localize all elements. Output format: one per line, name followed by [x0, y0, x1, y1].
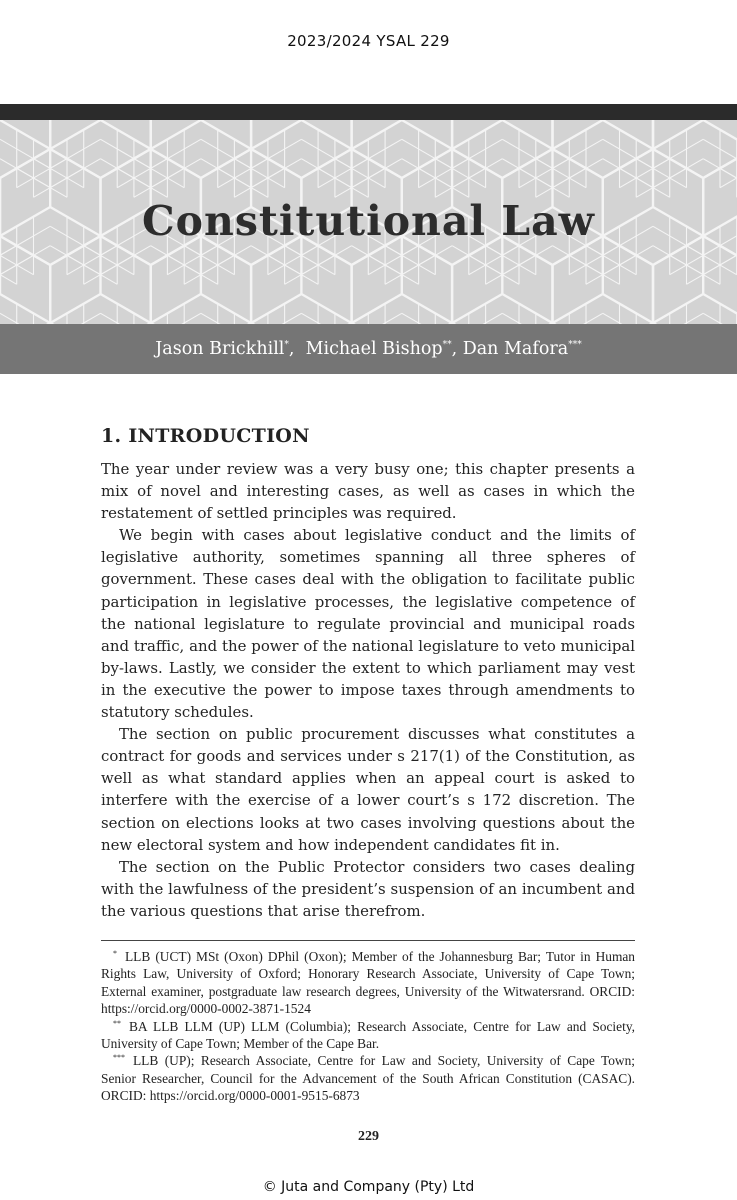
footnote-mark: **	[113, 1018, 121, 1028]
author-footnote-mark[interactable]: **	[442, 340, 452, 350]
footnote-mark: *	[113, 949, 117, 958]
author-footnote-mark[interactable]: ***	[568, 340, 582, 350]
chapter-title: Constitutional Law	[142, 197, 595, 245]
footnotes	[101, 948, 635, 1105]
copyright-notice: © Juta and Company (Pty) Ltd	[262, 1179, 475, 1195]
section-heading: 1. INTRODUCTION	[101, 425, 310, 447]
body-paragraph: We begin with cases about legislative conduct and the limits of legislative authority, sometimes spanning all three spheres of government. These cases deal with the obligation to facilitate public participation in legislative processes, the legislative competence of the national legislature to regulate provincial and municipal roads and traffic, and the power of the national legislature to veto municipal by-laws. Lastly, we consider the extent to which parliament may vest in the executive the power to impose taxes through amendments to statutory schedules.	[101, 526, 635, 722]
page-number: 229	[358, 1129, 379, 1144]
author-separator: ,	[288, 339, 306, 359]
running-head: 2023/2024 YSAL 229	[287, 32, 450, 50]
body-text	[101, 458, 635, 922]
footnote-text: BA LLB LLM (UP) LLM (Columbia); Research Associate, Centre for Law and Society, University of Cape Town; Member of the Cape Bar.	[101, 1018, 635, 1052]
footnote-rule	[101, 940, 635, 941]
author-name: Jason Brickhill	[155, 339, 285, 359]
body-paragraph: The section on the Public Protector considers two cases dealing with the lawfulness of the president’s suspension of an incumbent and the various questions that arise therefrom.	[101, 857, 635, 920]
footnote-mark: ***	[113, 1053, 125, 1063]
body-paragraph: The section on public procurement discusses what constitutes a contract for goods and services under s 217(1) of the Constitution, as well as what standard applies when an appeal court is asked to interfere with the exercise of a lower court’s s 172 discretion. The section on elections looks at two cases involving questions about the new electoral system and how independent candidates fit in.	[101, 725, 635, 854]
footnote	[101, 948, 635, 1018]
authors-bar	[0, 324, 737, 374]
author-name: Michael Bishop	[305, 339, 443, 359]
author-name: Dan Mafora	[462, 339, 569, 359]
author-footnote-mark[interactable]: *	[284, 340, 289, 350]
author-separator: ,	[451, 339, 463, 359]
top-rule	[0, 104, 737, 120]
footnote-text: LLB (UCT) MSt (Oxon) DPhil (Oxon); Member of the Johannesburg Bar; Tutor in Human Rights Law, University of Oxford; Honorary Research Associate, University of Cape Town; External examiner, postgraduate law research degrees, University of the Witwatersrand. ORCID: https://orcid.org/0000-0002-3871-1524	[101, 949, 635, 1017]
footnote	[101, 1018, 635, 1053]
footnote	[101, 1052, 635, 1104]
body-paragraph: The year under review was a very busy one; this chapter presents a mix of novel and interesting cases, as well as cases in which the restatement of settled principles was required.	[101, 460, 635, 523]
footnote-text: LLB (UP); Research Associate, Centre for Law and Society, University of Cape Town; Senior Researcher, Council for the Advancement of the South African Constitution (CASAC). ORCID: https://orcid.org/0000-0001-9515-6873	[101, 1053, 635, 1104]
